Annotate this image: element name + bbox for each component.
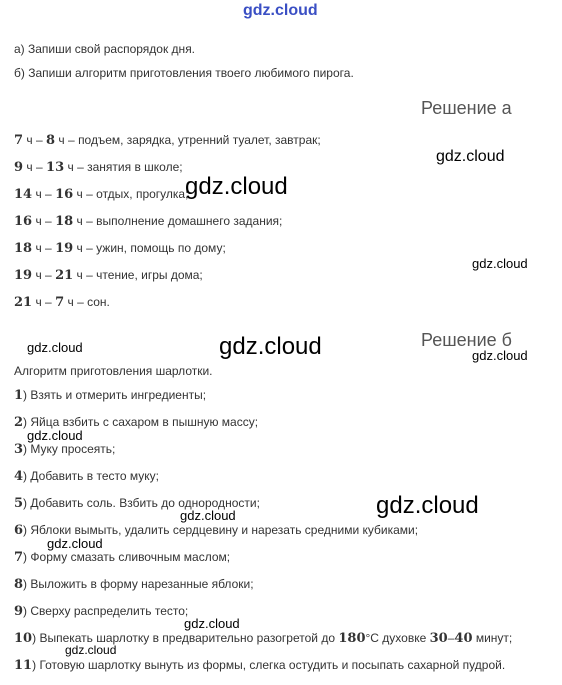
solution-a-heading: Решение а [421,98,512,118]
algorithm-step: 10) Выпекать шарлотку в предварительно разогретой до 180°C духовке 30–40 минут; [14,631,513,646]
temperature-value: 180 [338,631,366,646]
watermark: gdz.cloud [27,428,83,443]
schedule-item [14,241,226,256]
step-text: Выпекать шарлотку в предварительно разогретой до [39,631,336,645]
time-to: 21 [55,268,74,283]
step-number: 9 [14,604,24,619]
dash: – [68,133,75,147]
activity: выполнение домашнего задания; [96,214,283,228]
step-text: Форму смазать сливочным маслом; [30,550,231,564]
step-number: 1 [14,388,24,403]
time-to: 18 [55,214,74,229]
unit: ч [35,268,42,282]
schedule-item [14,133,321,148]
time-to: 13 [46,160,65,175]
unit: ч [35,241,42,255]
dash: – [36,133,43,147]
activity: отдых, прогулка; [96,187,189,201]
schedule-item [14,187,188,202]
unit: ч [35,187,42,201]
time-from: 7 [14,133,24,148]
step-number: 8 [14,577,24,592]
time-from: 16 [14,214,33,229]
task-a: а) Запиши свой распорядок дня. [14,42,196,56]
dash: – [86,187,93,201]
step-text: Взять и отмерить ингредиенты; [30,388,207,402]
algorithm-step: 11) Готовую шарлотку вынуть из формы, слегка остудить и посыпать сахарной пудрой. [14,658,506,673]
step-number: 10 [14,631,33,646]
time-from: 14 [14,187,33,202]
solution-b-heading: Решение б [421,330,512,350]
activity: сон. [87,295,110,309]
step-text: Муку просеять; [30,442,116,456]
watermark-top: gdz.cloud [243,2,318,19]
dash: – [86,268,93,282]
schedule-item [14,268,203,283]
step-text: Яблоки вымыть, удалить сердцевину и нарезать средними кубиками; [30,523,419,537]
watermark: gdz.cloud [436,148,505,165]
step-text: Сверху распределить тесто; [30,604,189,618]
unit: ч [26,160,33,174]
activity: занятия в школе; [87,160,183,174]
dash: – [36,160,43,174]
watermark: gdz.cloud [185,173,288,200]
time-to: 19 [55,241,74,256]
algorithm-step: 9) Сверху распределить тесто; [14,604,189,619]
schedule-item [14,295,110,310]
task-b: б) Запиши алгоритм приготовления твоего любимого пирога. [14,66,354,80]
watermark: gdz.cloud [472,348,528,363]
unit: ч [58,133,65,147]
step-text: Добавить в тесто муку; [30,469,159,483]
watermark: gdz.cloud [376,492,479,519]
step-number: 2 [14,415,24,430]
watermark: gdz.cloud [184,616,240,631]
step-number: 7 [14,550,24,565]
unit: ч [26,133,33,147]
dash: – [45,241,52,255]
dash: – [45,187,52,201]
algorithm-intro: Алгоритм приготовления шарлотки. [14,364,213,378]
step-number: 11 [14,658,33,673]
watermark: gdz.cloud [472,256,528,271]
schedule-item [14,214,282,229]
step-text: Яйца взбить с сахаром в пышную массу; [30,415,259,429]
time-from: 9 [14,160,24,175]
algorithm-step: 7) Форму смазать сливочным маслом; [14,550,231,565]
step-text: Выложить в форму нарезанные яблоки; [30,577,254,591]
step-number: 5 [14,496,24,511]
dash: – [86,214,93,228]
unit: ч [35,214,42,228]
dash: – [86,241,93,255]
time-from: 19 [14,268,33,283]
step-text: Добавить соль. Взбить до однородности; [30,496,260,510]
time-to: 7 [55,295,65,310]
unit: ч [76,187,83,201]
step-number: 4 [14,469,24,484]
minutes-to: 40 [454,631,473,646]
algorithm-step: 5) Добавить соль. Взбить до однородности; [14,496,260,511]
algorithm-step: 3) Муку просеять; [14,442,116,457]
dash: – [45,214,52,228]
unit: ч [67,295,74,309]
step-text: Готовую шарлотку вынуть из формы, слегка остудить и посыпать сахарной пудрой. [39,658,506,672]
minutes-from: 30 [429,631,448,646]
activity: чтение, игры дома; [96,268,203,282]
algorithm-step: 1) Взять и отмерить ингредиенты; [14,388,207,403]
step-number: 6 [14,523,24,538]
watermark: gdz.cloud [180,508,236,523]
unit: ч [76,241,83,255]
dash: – [45,268,52,282]
unit: ч [76,268,83,282]
algorithm-step: 6) Яблоки вымыть, удалить сердцевину и нарезать средними кубиками; [14,523,419,538]
algorithm-step: 2) Яйца взбить с сахаром в пышную массу; [14,415,259,430]
time-to: 8 [46,133,56,148]
algorithm-step: 4) Добавить в тесто муку; [14,469,159,484]
algorithm-step: 8) Выложить в форму нарезанные яблоки; [14,577,254,592]
watermark: gdz.cloud [219,333,322,360]
dash: – [77,160,84,174]
activity: подъем, зарядка, утренний туалет, завтрак; [78,133,321,147]
watermark: gdz.cloud [65,643,117,657]
unit: ч [76,214,83,228]
watermark: gdz.cloud [27,340,83,355]
unit: ч [67,160,74,174]
time-from: 21 [14,295,33,310]
time-to: 16 [55,187,74,202]
activity: ужин, помощь по дому; [96,241,226,255]
dash: – [77,295,84,309]
step-text-end: минут; [475,631,513,645]
unit: ч [35,295,42,309]
schedule-item [14,160,183,175]
step-number: 3 [14,442,24,457]
watermark: gdz.cloud [47,536,103,551]
time-from: 18 [14,241,33,256]
temperature-unit: °C духовке [365,631,427,645]
dash: – [45,295,52,309]
